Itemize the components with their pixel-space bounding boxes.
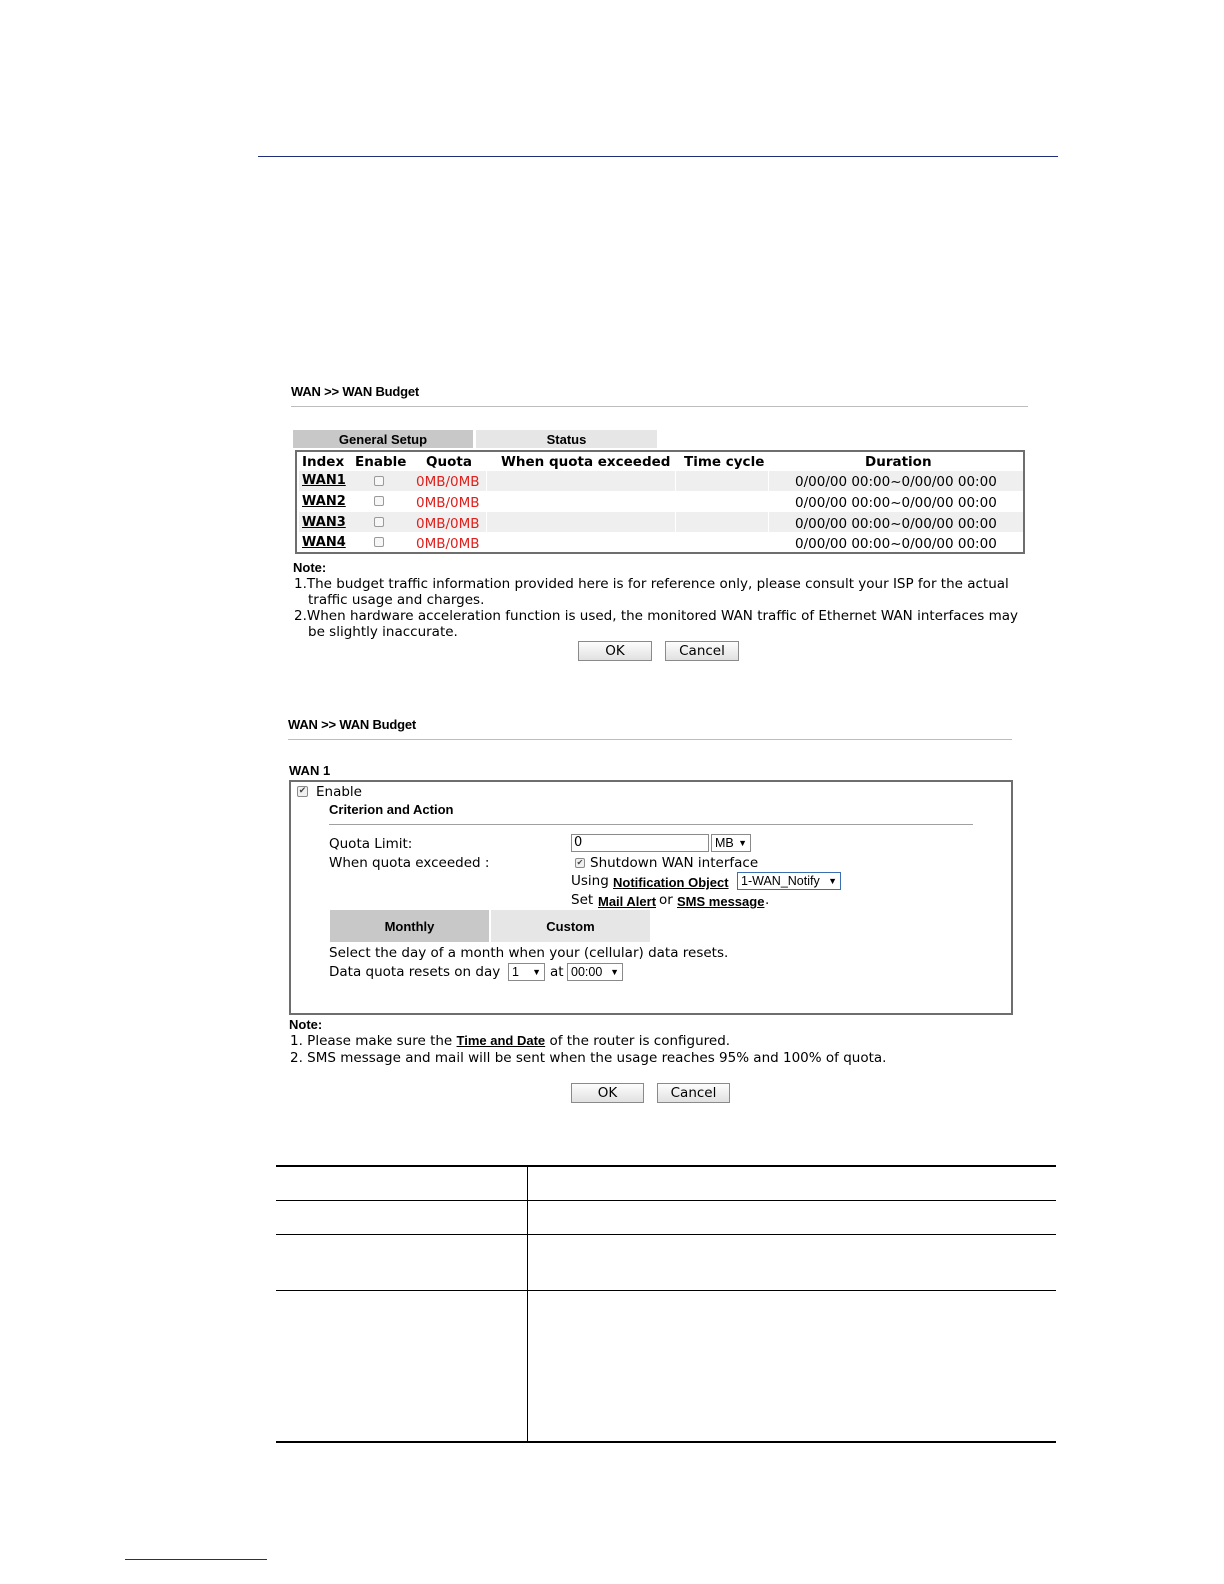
table-header-rule (276, 1200, 1056, 1201)
tab-status[interactable]: Status (476, 430, 657, 448)
quota-limit-label: Quota Limit: (329, 836, 413, 852)
wan1-link[interactable]: WAN1 (302, 473, 346, 488)
header-duration: Duration (865, 454, 932, 470)
reset-day-select[interactable] (508, 963, 545, 981)
table-bottom-rule (276, 1441, 1056, 1443)
using-text: Using (571, 873, 609, 889)
header-quota: Quota (426, 454, 472, 470)
note-2-line-2: be slightly inaccurate. (308, 624, 458, 640)
wan4-quota: 0MB/0MB (416, 536, 480, 552)
header-index: Index (302, 454, 345, 470)
chevron-down-icon: ▼ (738, 838, 747, 848)
quota-limit-input[interactable]: 0 (571, 834, 709, 852)
when-exceeded-label: When quota exceeded : (329, 855, 490, 871)
quota-unit-value: MB (715, 836, 734, 850)
criterion-separator (329, 824, 973, 825)
wan1-quota: 0MB/0MB (416, 474, 480, 490)
ok-button-2[interactable]: OK (571, 1083, 644, 1103)
wan2-quota: 0MB/0MB (416, 495, 480, 511)
table-row-rule (276, 1234, 1056, 1235)
criterion-title: Criterion and Action (329, 802, 454, 817)
tab-monthly[interactable]: Monthly (330, 910, 489, 942)
reset-time-select[interactable] (567, 963, 623, 981)
header-when-exceeded: When quota exceeded (501, 454, 671, 470)
or-text: or (659, 892, 673, 908)
notify-select-value: 1-WAN_Notify (741, 874, 820, 888)
wan3-quota: 0MB/0MB (416, 516, 480, 532)
page-title-2: WAN >> WAN Budget (288, 717, 417, 732)
note2-line-1-post: of the router is configured. (549, 1033, 731, 1049)
reset-day-value: 1 (512, 965, 519, 979)
column-divider (675, 471, 676, 533)
reset-time-value: 00:00 (571, 965, 603, 979)
note-title-2: Note: (289, 1017, 323, 1032)
shutdown-label: Shutdown WAN interface (590, 855, 759, 871)
mail-alert-link[interactable]: Mail Alert (598, 894, 657, 909)
column-divider (768, 471, 769, 533)
chevron-down-icon: ▼ (532, 967, 541, 977)
title-separator-2 (288, 739, 1012, 740)
wan4-enable-checkbox[interactable] (374, 537, 384, 547)
note-title: Note: (293, 560, 327, 575)
wan2-duration: 0/00/00 00:00~0/00/00 00:00 (795, 495, 997, 511)
time-and-date-link[interactable]: Time and Date (456, 1033, 546, 1048)
table-column-divider (527, 1165, 528, 1442)
enable-checkbox[interactable]: ✔ (298, 786, 307, 796)
note2-line-1 (290, 1033, 730, 1049)
note2-line-1-pre: 1. Please make sure the (290, 1033, 453, 1049)
shutdown-checkbox[interactable]: ✔ (576, 858, 584, 867)
wan1-enable-checkbox[interactable] (374, 476, 384, 486)
wan1-duration: 0/00/00 00:00~0/00/00 00:00 (795, 474, 997, 490)
cancel-button[interactable]: Cancel (665, 641, 739, 661)
wan2-enable-checkbox[interactable] (374, 496, 384, 506)
note2-line-2: 2. SMS message and mail will be sent when the usage reaches 95% and 100% of quota. (290, 1050, 887, 1066)
footer-rule (125, 1559, 267, 1560)
notify-select[interactable] (737, 872, 841, 890)
wan3-duration: 0/00/00 00:00~0/00/00 00:00 (795, 516, 997, 532)
note-1-line-1: 1.The budget traffic information provided here is for reference only, please consult your ISP for the actual (294, 576, 1009, 592)
table-row-rule (276, 1290, 1056, 1291)
at-text: at (550, 964, 564, 980)
title-separator (291, 406, 1028, 407)
note-2-line-1: 2.When hardware acceleration function is used, the monitored WAN traffic of Ethernet WAN interfaces may (294, 608, 1019, 624)
table-top-rule (276, 1165, 1056, 1167)
chevron-down-icon: ▼ (610, 967, 619, 977)
enable-label: Enable (316, 784, 362, 800)
wan4-duration: 0/00/00 00:00~0/00/00 00:00 (795, 536, 997, 552)
wan4-link[interactable]: WAN4 (302, 535, 346, 550)
cancel-button-2[interactable]: Cancel (657, 1083, 730, 1103)
note-1-line-2: traffic usage and charges. (308, 592, 485, 608)
ok-button[interactable]: OK (578, 641, 652, 661)
notification-object-link[interactable]: Notification Object (613, 875, 729, 890)
reset-label: Data quota resets on day (329, 964, 501, 980)
section-title: WAN 1 (289, 763, 331, 778)
tab-custom[interactable]: Custom (491, 910, 650, 942)
wan3-link[interactable]: WAN3 (302, 515, 346, 530)
wan2-link[interactable]: WAN2 (302, 494, 346, 509)
sms-message-link[interactable]: SMS message (677, 894, 765, 909)
header-rule (258, 156, 1058, 157)
set-text: Set (571, 892, 594, 908)
reset-description: Select the day of a month when your (cellular) data resets. (329, 945, 729, 961)
quota-unit-select[interactable] (711, 834, 751, 852)
page-title: WAN >> WAN Budget (291, 384, 420, 399)
wan3-enable-checkbox[interactable] (374, 517, 384, 527)
column-divider (486, 471, 487, 533)
header-enable: Enable (355, 454, 407, 470)
chevron-down-icon: ▼ (828, 876, 837, 886)
tab-general-setup[interactable]: General Setup (293, 430, 473, 448)
header-time-cycle: Time cycle (684, 454, 765, 470)
period-text: . (765, 892, 770, 908)
